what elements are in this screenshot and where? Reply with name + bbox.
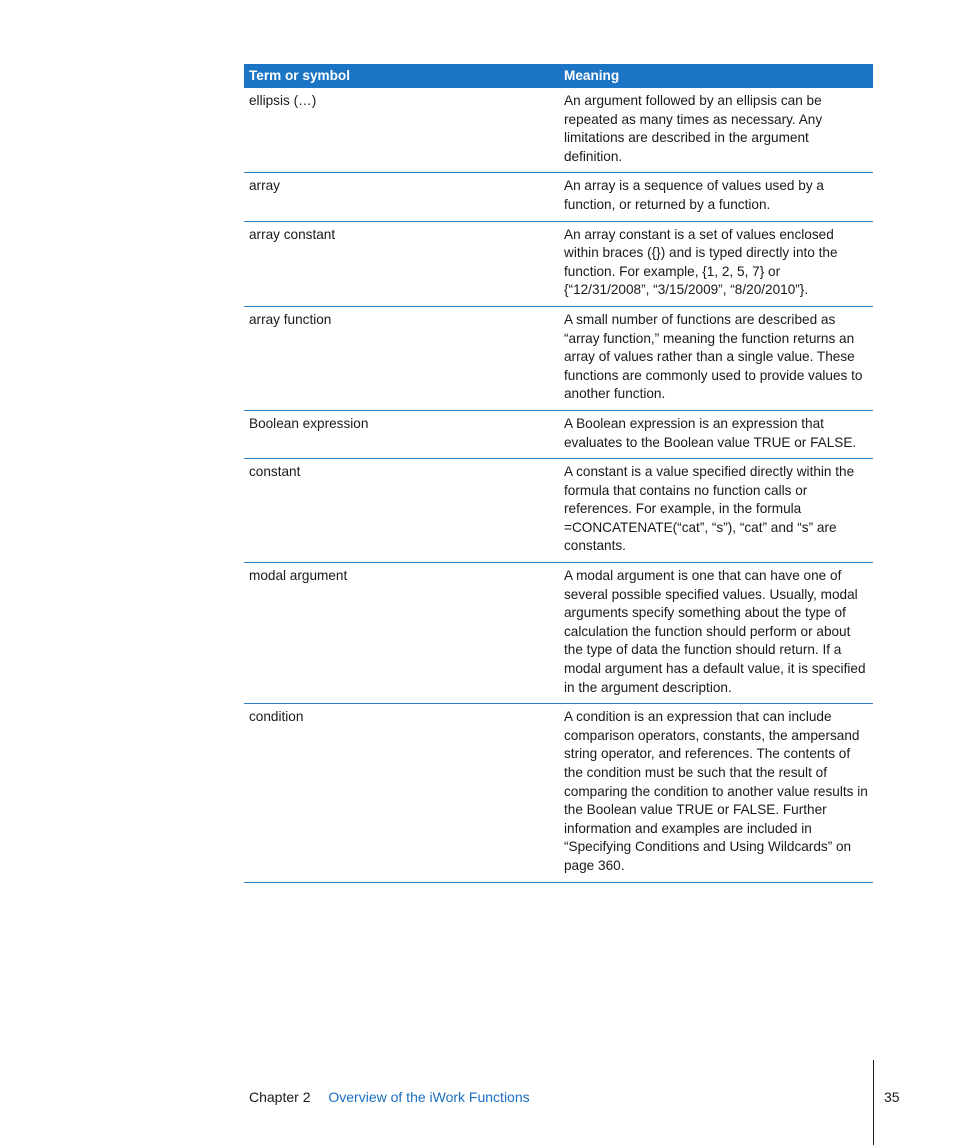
meaning-cell: A Boolean expression is an expression that evaluates to the Boolean value TRUE or FALSE.: [559, 410, 873, 458]
table-row: [244, 563, 873, 704]
term-cell: modal argument: [244, 563, 559, 704]
table-row: [244, 704, 873, 882]
table-row: [244, 221, 873, 306]
meaning-cell: A constant is a value specified directly within the formula that contains no function calls or references. For example, in the formula =CONCATENATE(“cat”, “s”), “cat” and “s” are constants.: [559, 459, 873, 563]
page-footer: [249, 1088, 530, 1106]
table-row: [244, 459, 873, 563]
meaning-cell: A condition is an expression that can include comparison operators, constants, the ampersand string operator, and references. The contents of the condition must be such that the result of comparing the condition to another value results in the Boolean value TRUE or FALSE. Further information and examples are included in “Specifying Conditions and Using Wildcards” on page 360.: [559, 704, 873, 882]
term-cell: condition: [244, 704, 559, 882]
table-row: [244, 410, 873, 458]
chapter-title-link[interactable]: Overview of the iWork Functions: [328, 1089, 530, 1105]
table-row: [244, 88, 873, 173]
table-body: [244, 88, 873, 882]
meaning-cell: An array is a sequence of values used by a function, or returned by a function.: [559, 173, 873, 221]
meaning-cell: A small number of functions are described as “array function,” meaning the function returns an array of values rather than a single value. These functions are commonly used to provide values to another function.: [559, 306, 873, 410]
term-cell: array: [244, 173, 559, 221]
table-row: [244, 173, 873, 221]
terms-table: [244, 64, 873, 883]
term-cell: ellipsis (…): [244, 88, 559, 173]
meaning-cell: An argument followed by an ellipsis can be repeated as many times as necessary. Any limitations are described in the argument definition.: [559, 88, 873, 173]
header-meaning: Meaning: [559, 64, 873, 88]
header-term: Term or symbol: [244, 64, 559, 88]
footer-divider: [873, 1060, 874, 1145]
page-number: 35: [884, 1089, 900, 1105]
term-cell: array constant: [244, 221, 559, 306]
term-cell: Boolean expression: [244, 410, 559, 458]
table-header: [244, 64, 873, 88]
term-cell: constant: [244, 459, 559, 563]
chapter-label: Chapter 2: [249, 1089, 311, 1105]
term-cell: array function: [244, 306, 559, 410]
meaning-cell: A modal argument is one that can have one of several possible specified values. Usually, modal arguments specify something about the type of calculation the function should perform or about the type of data the function should return. If a modal argument has a default value, it is specified in the argument description.: [559, 563, 873, 704]
table-row: [244, 306, 873, 410]
meaning-cell: An array constant is a set of values enclosed within braces ({}) and is typed directly into the function. For example, {1, 2, 5, 7} or {“12/31/2008”, “3/15/2009”, “8/20/2010”}.: [559, 221, 873, 306]
header-row: [244, 64, 873, 88]
